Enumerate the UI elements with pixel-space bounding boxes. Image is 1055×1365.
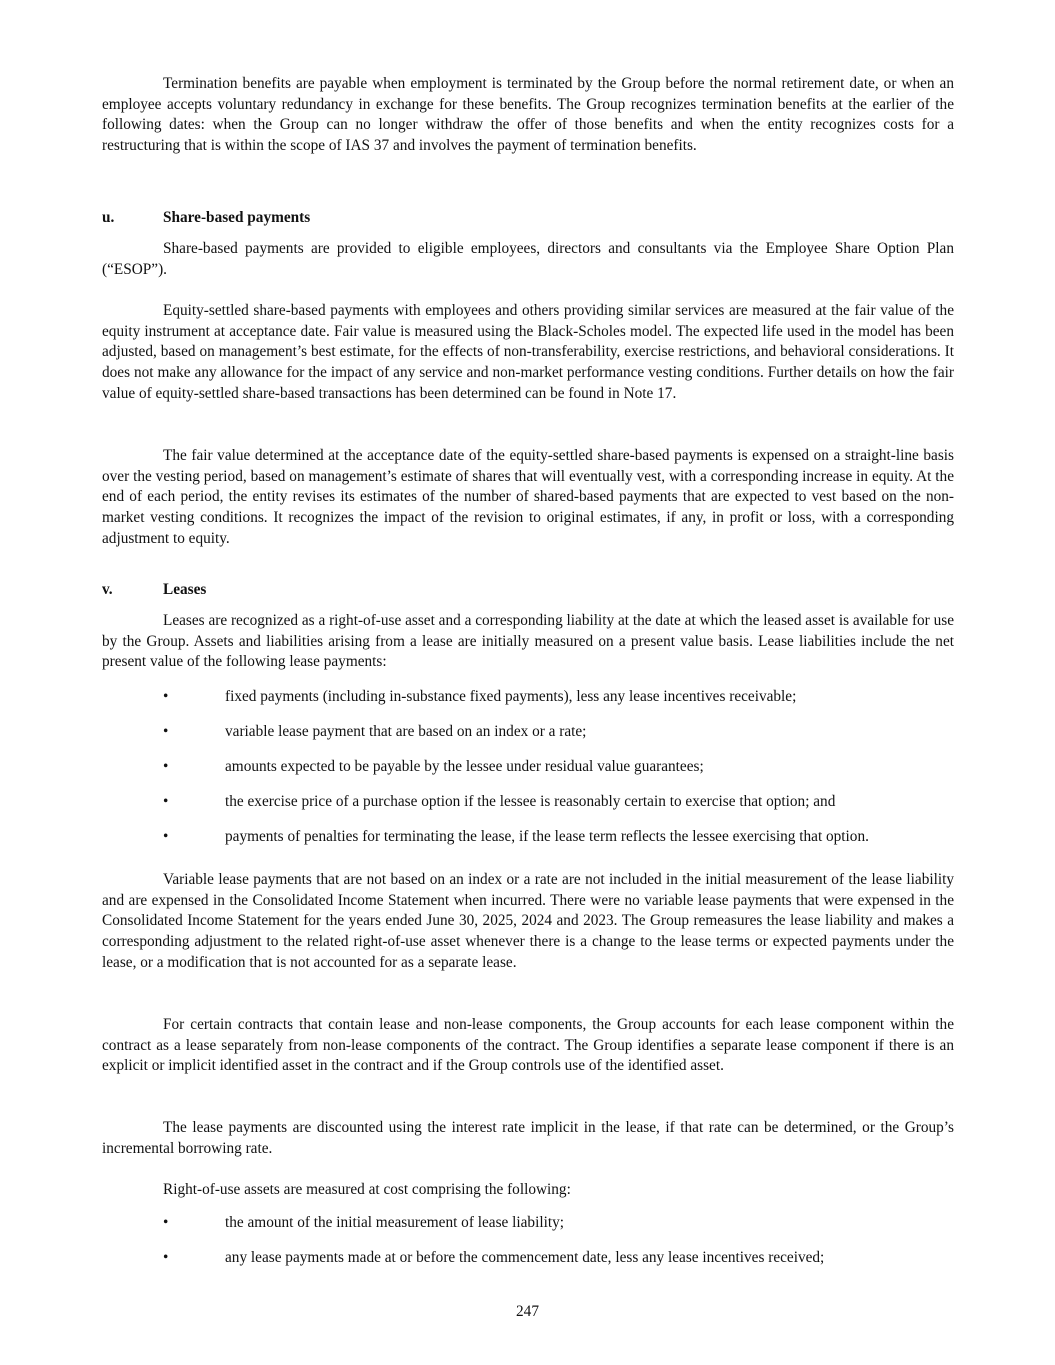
section-title: Share-based payments bbox=[163, 209, 311, 226]
section-letter: v. bbox=[102, 581, 113, 598]
paragraph-esop: Share-based payments are provided to eligible employees, directors and consultants via the Employee Share Option Plan (“ESOP”). bbox=[102, 240, 954, 278]
section-title: Leases bbox=[163, 581, 207, 598]
paragraph-equity-settled: Equity-settled share-based payments with employees and others providing similar services are measured at the fair value of the equity instrument at acceptance date. Fair value is measured using the Black-Scholes model. The expected life used in the model has been adjusted, based on management’s best estimate, for the effects of non-transferability, exercise restrictions, and behavioral considerations. It does not make any allowance for the impact of any service and non-market performance vesting conditions. Further details on how the fair value of equity-settled share-based transactions has been determined can be found in Note 17. bbox=[102, 302, 954, 402]
bullet-icon: • bbox=[163, 793, 169, 810]
paragraph-termination-benefits: Termination benefits are payable when employment is terminated by the Group before the normal retirement date, or when an employee accepts voluntary redundancy in exchange for these benefits. The Group recognizes termination benefits at the earlier of the following dates: when the Group can no longer withdraw the offer of those benefits and when the entity recognizes costs for a restructuring that is within the scope of IAS 37 and involves the payment of termination benefits. bbox=[102, 75, 954, 155]
bullet-icon: • bbox=[163, 1214, 169, 1231]
paragraph-lease-components: For certain contracts that contain lease and non-lease components, the Group accounts for each lease component within the contract as a lease separately from non-lease components of the contract. The Group identifies a separate lease component if there is an explicit or implicit identified asset in the contract and if the Group controls use of the identified asset. bbox=[102, 1016, 954, 1075]
paragraph-fair-value: The fair value determined at the acceptance date of the equity-settled share-based payments is expensed on a straight-line basis over the vesting period, based on management’s estimate of shares that will eventually vest, with a corresponding increase in equity. At the end of each period, the entity revises its estimates of the number of shared-based payments that are expected to vest based on the non-market vesting conditions. It recognizes the impact of the revision to original estimates, if any, in profit or loss, with a corresponding adjustment to equity. bbox=[102, 447, 954, 547]
bullet-icon: • bbox=[163, 1249, 169, 1266]
paragraph-right-of-use: Right-of-use assets are measured at cost comprising the following: bbox=[163, 1181, 571, 1198]
section-heading-share-based-payments bbox=[102, 208, 954, 229]
page-number: 247 bbox=[516, 1303, 539, 1320]
section-heading-leases bbox=[102, 580, 954, 601]
bullet-icon: • bbox=[163, 758, 169, 775]
bullet-icon: • bbox=[163, 723, 169, 740]
paragraph-leases-intro: Leases are recognized as a right-of-use asset and a corresponding liability at the date at which the leased asset is available for use by the Group. Assets and liabilities arising from a lease are initially measured on a present value basis. Lease liabilities include the net present value of the following lease payments: bbox=[102, 612, 954, 671]
bullet-icon: • bbox=[163, 828, 169, 845]
paragraph-variable-lease: Variable lease payments that are not based on an index or a rate are not included in the initial measurement of the lease liability and are expensed in the Consolidated Income Statement when incurred. There were no variable lease payments that were expensed in the Consolidated Income Statement for the years ended June 30, 2025, 2024 and 2023. The Group remeasures the lease liability and makes a corresponding adjustment to the related right-of-use asset whenever there is a change to the lease terms or expected payments under the lease, or a modification that is not accounted for as a separate lease. bbox=[102, 871, 954, 971]
section-letter: u. bbox=[102, 209, 115, 226]
paragraph-discount-rate: The lease payments are discounted using the interest rate implicit in the lease, if that rate can be determined, or the Group’s incremental borrowing rate. bbox=[102, 1119, 954, 1157]
bullet-icon: • bbox=[163, 688, 169, 705]
